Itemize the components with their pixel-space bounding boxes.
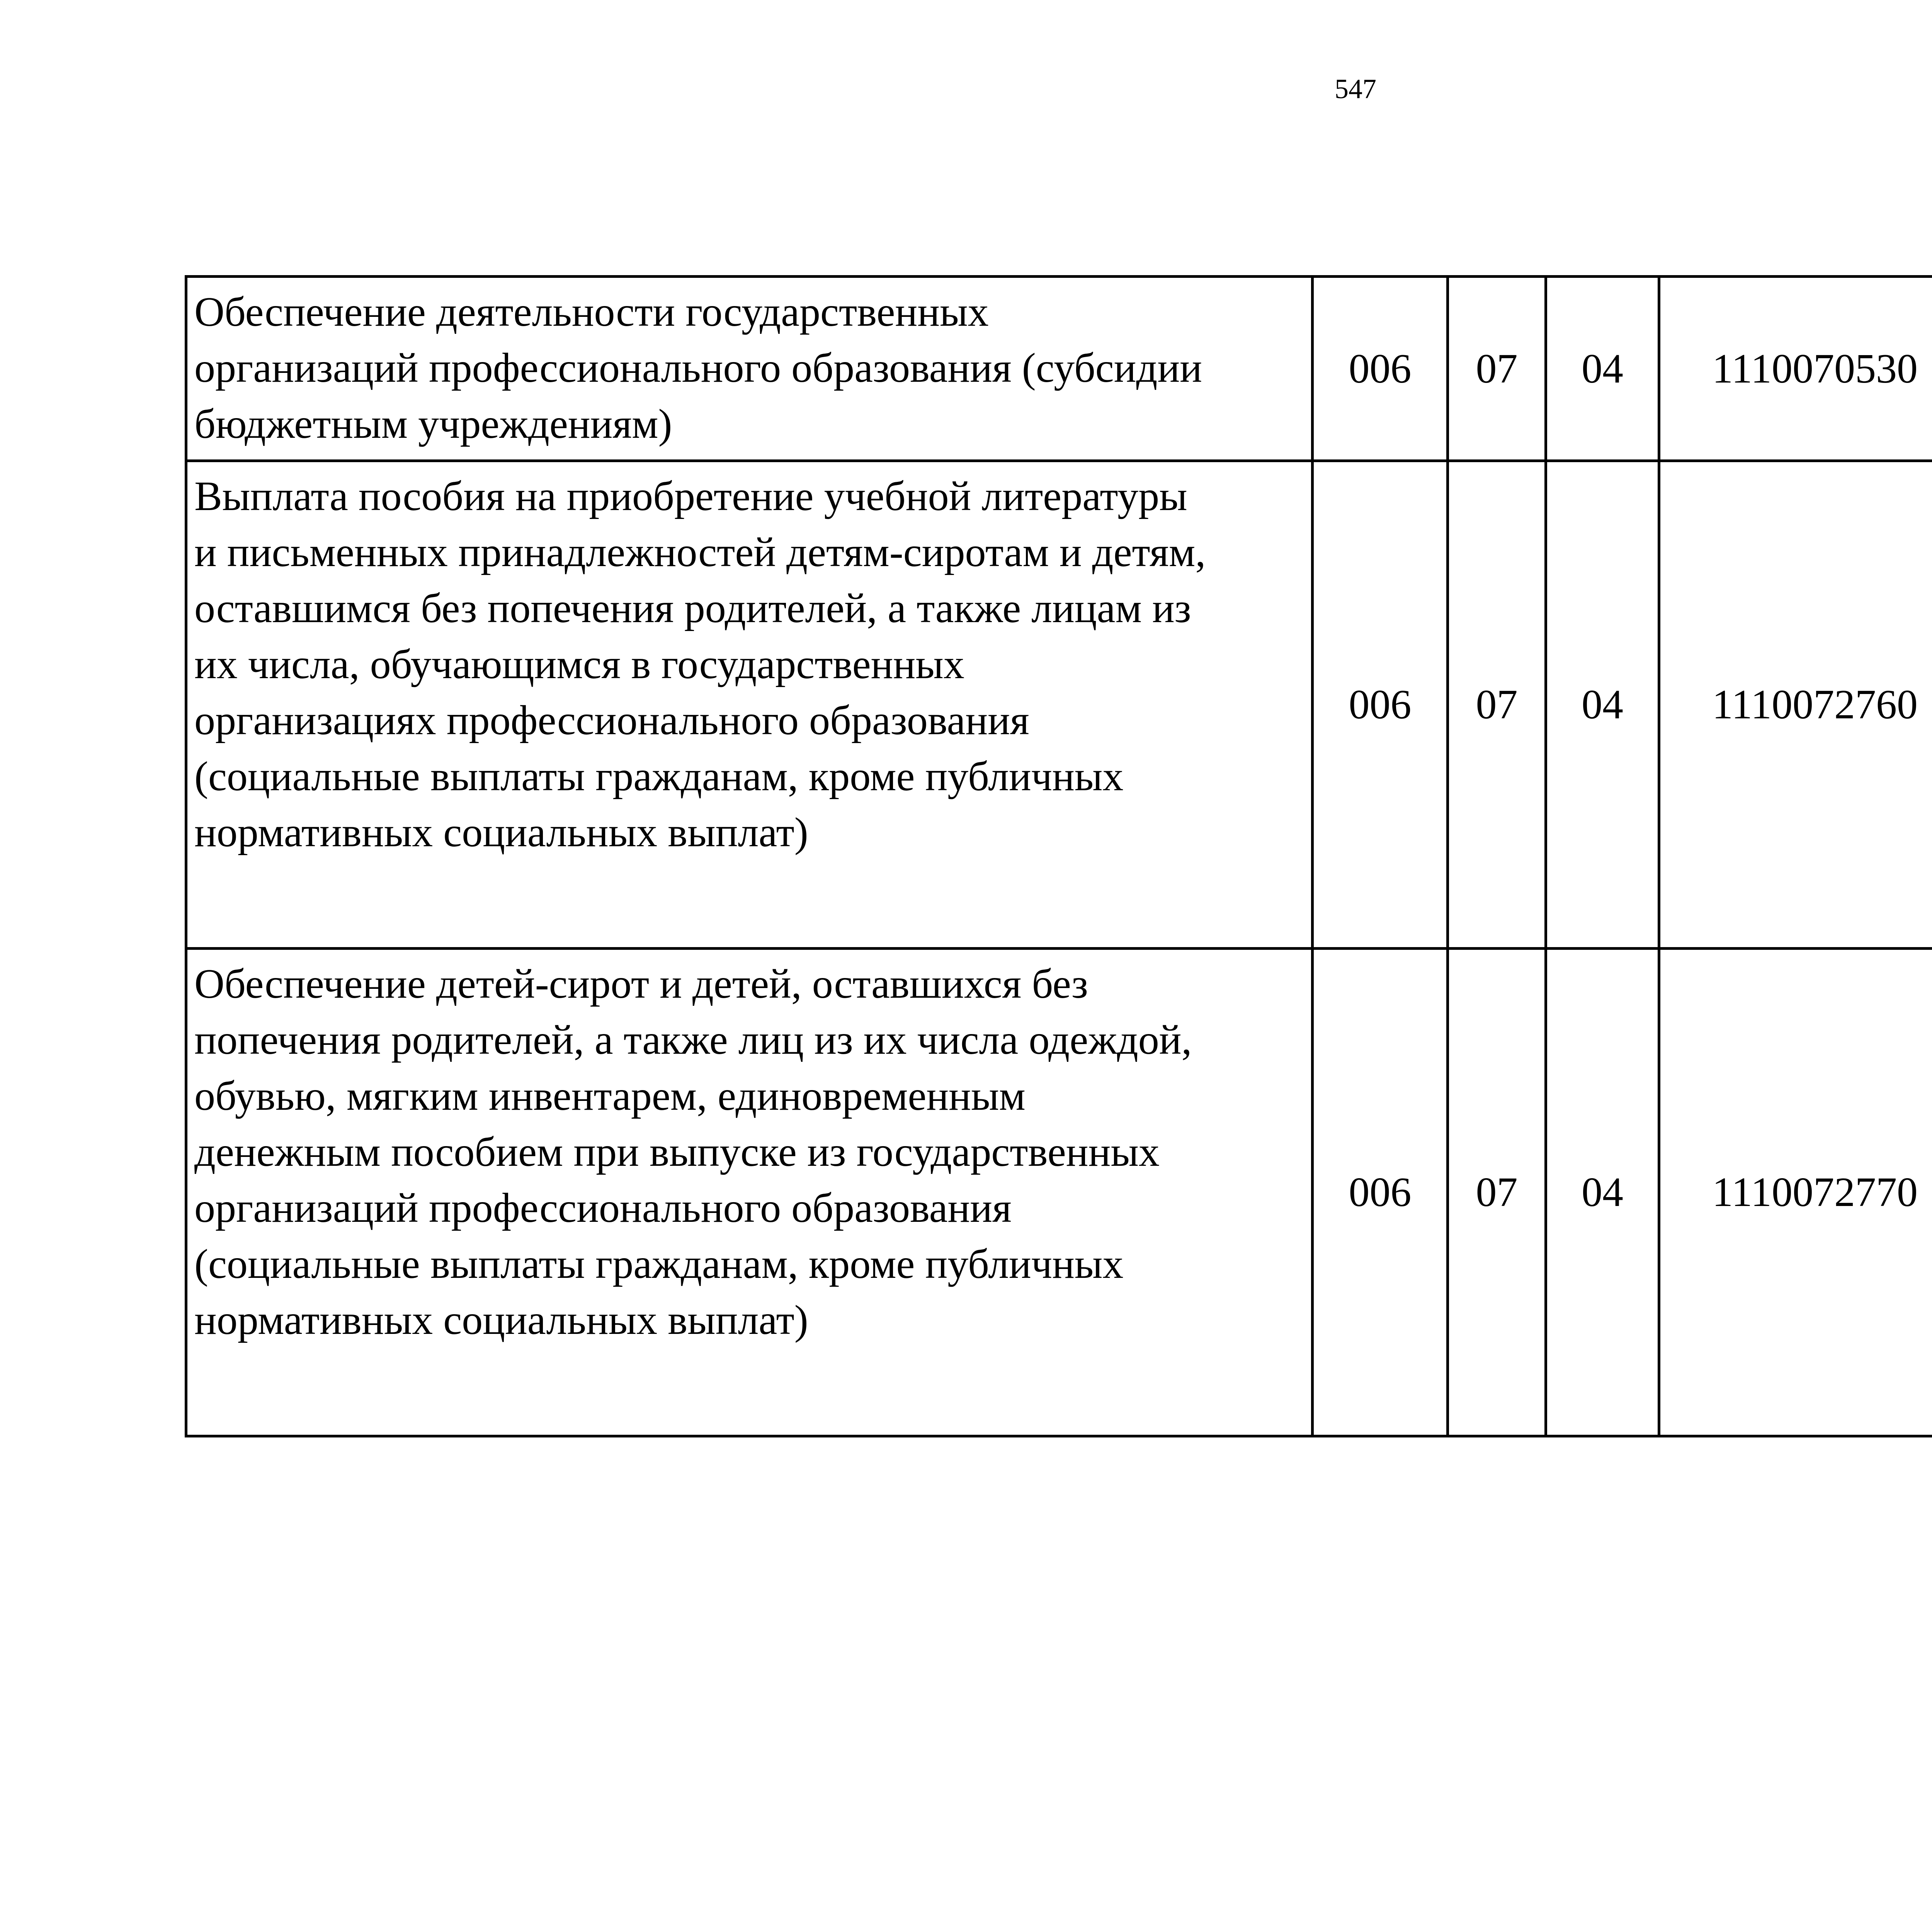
target-article-cell: 1110070530: [1659, 277, 1932, 461]
description-cell: [186, 949, 1313, 1436]
section-code-cell: 07: [1448, 461, 1546, 949]
description-line: Обеспечение деятельности государственных: [194, 289, 989, 335]
subsection-code-cell: 04: [1546, 277, 1659, 461]
target-article-cell: 1110072770: [1659, 949, 1932, 1436]
description-cell: [186, 277, 1313, 461]
table-row: [186, 461, 1932, 949]
subsection-code-cell: 04: [1546, 949, 1659, 1436]
target-article-cell: 1110072760: [1659, 461, 1932, 949]
ministry-code-cell: 006: [1313, 949, 1448, 1436]
section-code-cell: 07: [1448, 277, 1546, 461]
description-line: организаций профессионального образования: [194, 1185, 1012, 1231]
description-line: Обеспечение детей-сирот и детей, оставшихся без: [194, 961, 1088, 1007]
description-line: (социальные выплаты гражданам, кроме публичных: [194, 754, 1124, 799]
description-line: и письменных принадлежностей детям-сиротам и детям,: [194, 529, 1206, 575]
description-line: нормативных социальных выплат): [194, 1297, 808, 1343]
budget-table: [185, 275, 1932, 1437]
description-line: оставшимся без попечения родителей, а также лицам из: [194, 585, 1191, 631]
description-line: обувью, мягким инвентарем, единовременным: [194, 1073, 1026, 1119]
description-line: нормативных социальных выплат): [194, 810, 808, 856]
subsection-code-cell: 04: [1546, 461, 1659, 949]
description-line: попечения родителей, а также лиц из их числа одеждой,: [194, 1017, 1192, 1063]
description-line: (социальные выплаты гражданам, кроме публичных: [194, 1241, 1124, 1287]
description-line: их числа, обучающимся в государственных: [194, 641, 964, 687]
page-number: 547: [1335, 73, 1376, 104]
description-line: Выплата пособия на приобретение учебной литературы: [194, 473, 1187, 519]
section-code-cell: 07: [1448, 949, 1546, 1436]
description-line: организаций профессионального образования (субсидии: [194, 345, 1202, 391]
table-row: [186, 277, 1932, 461]
ministry-code-cell: 006: [1313, 277, 1448, 461]
description-line: организациях профессионального образования: [194, 697, 1029, 743]
description-cell: [186, 461, 1313, 949]
ministry-code-cell: 006: [1313, 461, 1448, 949]
table-row: [186, 949, 1932, 1436]
description-line: денежным пособием при выпуске из государственных: [194, 1129, 1160, 1175]
description-line: бюджетным учреждениям): [194, 401, 672, 447]
